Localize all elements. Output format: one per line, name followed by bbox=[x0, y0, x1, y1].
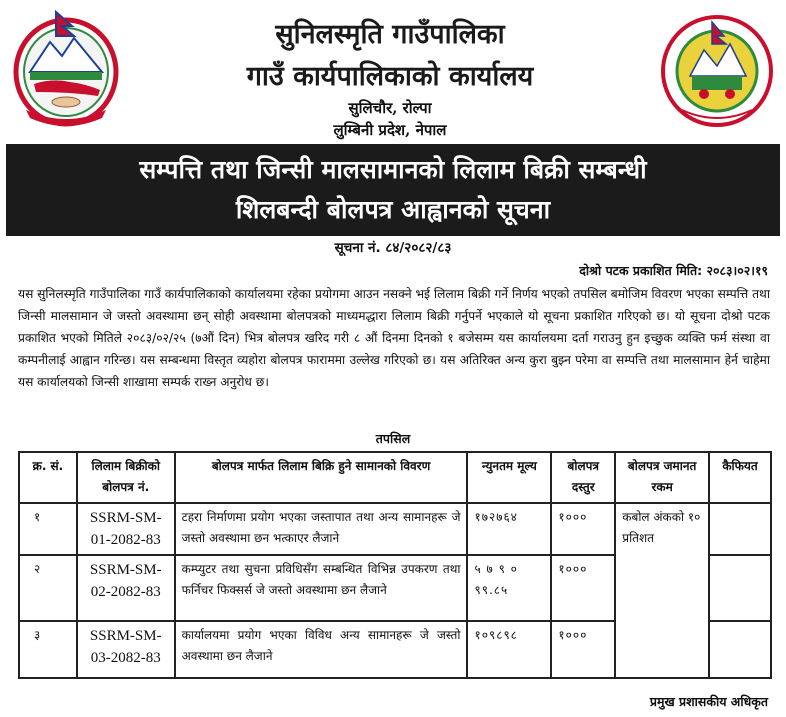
header-security-amount: बोलपत्र जमानत रकम bbox=[615, 452, 709, 503]
table-row bbox=[19, 503, 771, 555]
row-serial: २ bbox=[19, 555, 77, 621]
row-bid-fee: १००० bbox=[551, 555, 615, 621]
header-min-price: न्युनतम मूल्य bbox=[467, 452, 551, 503]
org-name: सुनिलस्मृति गाउँपालिका bbox=[275, 19, 505, 50]
row-description: कार्यालयमा प्रयोग भएका विविध अन्य सामानहरू जे जस्तो अवस्थामा छन लैजाने bbox=[175, 621, 468, 678]
row-bid-number: SSRM-SM-03-2082-83 bbox=[77, 621, 175, 678]
row-bid-number: SSRM-SM-01-2082-83 bbox=[77, 503, 175, 555]
header-remarks: कैफियत bbox=[709, 452, 771, 503]
header-description: बोलपत्र मार्फत लिलाम बिक्रि हुने सामानको विवरण bbox=[175, 452, 468, 503]
header-bid-fee: बोलपत्र दस्तुर bbox=[551, 452, 615, 503]
row-serial: १ bbox=[19, 503, 77, 555]
notice-number: सूचना नं. ८४/२०८२/८३ bbox=[334, 240, 452, 256]
row-remarks bbox=[709, 621, 771, 678]
row-description: कम्प्युटर तथा सुचना प्रविधिसँग सम्बन्धित विभिन्न उपकरण तथा फर्निचर फिक्सर्स जे जस्तो अवस्थामा छन लैजाने bbox=[175, 555, 468, 621]
office-name: गाउँ कार्यपालिकाको कार्यालय bbox=[246, 61, 534, 92]
signatory-title: प्रमुख प्रशासकीय अधिकृत bbox=[649, 694, 768, 709]
notice-title-banner bbox=[6, 144, 780, 236]
row-serial: ३ bbox=[19, 621, 77, 678]
row-remarks bbox=[709, 555, 771, 621]
header-bid-number: लिलाम बिक्रीको बोलपत्र नं. bbox=[77, 452, 175, 503]
row-bid-number: SSRM-SM-02-2082-83 bbox=[77, 555, 175, 621]
row-min-price: ५ ७ ९ ० ९९.८५ bbox=[467, 555, 551, 621]
row-remarks bbox=[709, 503, 771, 555]
notice-body: यस सुनिलस्मृति गाउँपालिका गाउँ कार्यपालिकाको कार्यालयमा रहेका प्रयोगमा आउन नसक्ने भई लिलाम बिक्री गर्ने निर्णय भएको तपसिल बमोजिम विवरण भएका सम्पत्ति तथा जिन्सी मालसामान जे जस्तो अवस्थामा छन् सोही अवस्थामा बोलपत्रको माध्यमद्धारा लिलाम बिक्री गर्नुपर्ने भएकाले यो सूचना प्रकाशित गरिएको छ। यो सूचना दोश्रो पटक प्रकाशित भएको मितिले २०८३/०२/२५ (७औं दिन) भित्र बोलपत्र खरिद गरी ८ औं दिनमा दिनको १ बजेसम्म यस कार्यालयमा दर्ता गराउनु हुन इच्छुक व्यक्ति फर्म संस्था वा कम्पनीलाई आह्वान गरिन्छ। यस सम्बन्धमा विस्तृत व्यहोरा बोलपत्र फाराममा उल्लेख गरिएको छ। यस अतिरिक्त अन्य कुरा बुझ्न परेमा वा सम्पत्ति तथा मालसामान हेर्न चाहेमा यस कार्यालयको जिन्सी शाखामा सम्पर्क राख्न अनुरोध छ। bbox=[18, 287, 770, 389]
row-bid-fee: १००० bbox=[551, 503, 615, 555]
sunilsmriti-municipality-logo-icon bbox=[660, 14, 774, 128]
notice-title-line1: सम्पत्ति तथा जिन्सी मालसामानको लिलाम बिक्री सम्बन्धी bbox=[139, 155, 647, 184]
row-min-price: १७२७६४ bbox=[467, 503, 551, 555]
header-serial: क्र. सं. bbox=[19, 452, 77, 503]
publish-date: दोश्रो पटक प्रकाशित मिति: २०८३।०२।१९ bbox=[579, 263, 768, 278]
notice-title-line2: शिलबन्दी बोलपत्र आह्वानको सूचना bbox=[235, 195, 551, 224]
table-header-row bbox=[19, 452, 771, 503]
table-title: तपसिल bbox=[375, 431, 411, 446]
nepal-government-emblem-icon bbox=[12, 10, 120, 128]
office-location: सुलिचौर, रोल्पा bbox=[348, 99, 432, 117]
row-min-price: १०९८९८ bbox=[467, 621, 551, 678]
province-name: लुम्बिनी प्रदेश, नेपाल bbox=[333, 121, 447, 139]
security-amount-cell: कबोल अंकको १० प्रतिशत bbox=[615, 503, 709, 678]
items-table bbox=[18, 451, 772, 679]
row-description: टहरा निर्माणमा प्रयोग भएका जस्तापात तथा अन्य सामानहरू जे जस्तो अवस्थामा छन भत्काएर लैजाने bbox=[175, 503, 468, 555]
row-bid-fee: १००० bbox=[551, 621, 615, 678]
